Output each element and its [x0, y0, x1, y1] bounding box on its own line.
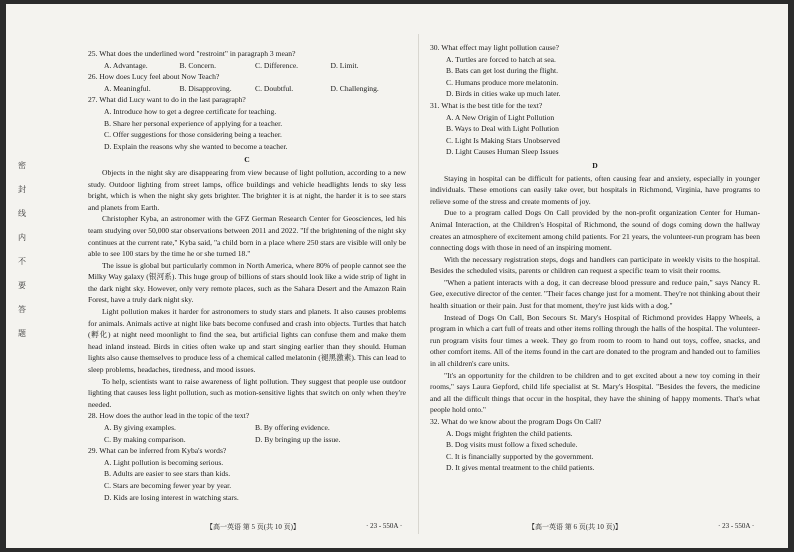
- passage-paragraph: "It's an opportunity for the children to be children and to get excited about a new toy coming in their rooms," says Laura Gepford, child life specialist at St. Mary's Hospital. "Besides the fevers, the medicine and all the difficult things that occur in the hospital, they have the shining of happy moments. That's what people hold onto.": [430, 370, 760, 415]
- option: D. Explain the reasons why she wanted to become a teacher.: [104, 141, 288, 151]
- section-heading: D: [592, 160, 598, 170]
- option: A. A New Origin of Light Pollution: [446, 112, 555, 122]
- question-options: [88, 422, 406, 434]
- binding-char: 要: [18, 281, 26, 290]
- option: D. Challenging.: [330, 83, 379, 93]
- option: A. Meaningful.: [104, 83, 151, 93]
- passage-paragraph: "When a patient interacts with a dog, it can decrease blood pressure and reduce pain," says Nancy R. Gee, executive director of the center. "Their faces change just for a moment. They're not thinking about their health situation or their pain. Just for that moment, they're just kids with a dog.": [430, 277, 760, 311]
- option: C. Humans produce more melatonin.: [446, 77, 559, 87]
- right-page: [430, 42, 760, 474]
- option: C. Stars are becoming fewer year by year.: [104, 480, 232, 490]
- question-stem: 31. What is the best title for the text?: [430, 100, 543, 110]
- exam-sheet: [6, 4, 788, 548]
- passage-paragraph: Objects in the night sky are disappearing from view because of light pollution, according to a new study. Outdoor lighting from street lamps, office buildings and vehicle headlights lends to sky less bright, which is when the night sky gets brighter. The brighter it is at night, the harder it is to see stars and planets from Earth.: [88, 167, 406, 212]
- option: A. Light pollution is becoming serious.: [104, 457, 224, 467]
- option: B. By offering evidence.: [255, 423, 330, 432]
- question-stem: 30. What effect may light pollution cause?: [430, 43, 559, 52]
- option: B. Ways to Deal with Light Pollution: [446, 124, 559, 134]
- question-stem: 26. How does Lucy feel about Now Teach?: [88, 72, 220, 82]
- question-options: [88, 60, 406, 72]
- option: A. Advantage.: [104, 60, 148, 70]
- option: D. Limit.: [330, 60, 359, 70]
- section-heading: C: [244, 155, 250, 165]
- binding-char: 密: [18, 161, 26, 170]
- passage-paragraph: To help, scientists want to raise awareness of light pollution. They suggest that people use outdoor lighting that causes less light pollution, such as motion-sensitive lights that switch on only when they're needed.: [88, 376, 406, 409]
- option: C. Offer suggestions for those considering being a teacher.: [104, 130, 282, 140]
- question-stem: 27. What did Lucy want to do in the last paragraph?: [88, 95, 246, 105]
- question-stem: 32. What do we know about the program Dogs On Call?: [430, 417, 602, 426]
- option: A. Introduce how to get a degree certificate for teaching.: [104, 106, 277, 116]
- passage-paragraph: Christopher Kyba, an astronomer with the GFZ German Research Center for Geosciences, led his team studying over 50,000 star observations between 2011 and 2022. "If the brightening of the night sky continues at the current rate," Kyba said, "a child born in a place where 250 stars are visible will only be able to see 100 stars by the time he or she turned 18.": [88, 214, 406, 259]
- option: C. By making comparison.: [104, 434, 186, 444]
- page-code: · 23 - 550A ·: [366, 522, 403, 530]
- question-options: [88, 83, 406, 95]
- passage-paragraph: Instead of Dogs On Call, Bon Secours St. Mary's Hospital of Richmond provides Happy Wheels, a program in which a cart full of treats and other items rolling through the halls of the hospital. The volunteer-run program visits four times a week. They go from room to room to hand out toys, coffee, snacks, and other comfort items. All of the items found in the cart are donated to the program and handed out to families in all children's care units.: [430, 312, 760, 369]
- option: B. Concern.: [179, 60, 216, 70]
- question-options: [88, 434, 406, 446]
- binding-char: 答: [18, 305, 26, 314]
- passage-paragraph: Due to a program called Dogs On Call provided by the non-profit organization Center for Human-Animal Interaction, at the Children's Hospital of Richmond, the sound of dogs coming down the hallway creates an atmosphere of excitement among child patients. For 21 years, the volunteer-run program has been connecting dogs with those in need of an inspiring moment.: [430, 208, 760, 253]
- option: A. Dogs might frighten the child patients.: [446, 428, 573, 438]
- binding-char: 封: [18, 185, 26, 194]
- option: A. By giving examples.: [104, 423, 176, 432]
- left-page: [88, 48, 406, 503]
- option: C. Doubtful.: [255, 83, 294, 93]
- page-code: · 23 - 550A ·: [718, 522, 755, 530]
- option: D. By bringing up the issue.: [255, 434, 341, 444]
- question-stem: 25. What does the underlined word "restroint" in paragraph 3 mean?: [88, 49, 296, 58]
- passage-paragraph: Light pollution makes it harder for astronomers to study stars and planets. It also causes problems for animals. Animals active at night like bats become confused and crash into objects. Turtles that hatch (孵化) at night need moonlight to find the sea, but artificial lights can confuse them and make them head inland instead. Birds in cities often wake up and start singing earlier than they should. Human lights also cause themselves to produce less of a chemical called melatonin (褪黑激素). This can lead to sleep problems, headaches, tiredness, and mood issues.: [88, 307, 406, 375]
- option: B. Adults are easier to see stars than kids.: [104, 469, 231, 479]
- page-footer: 【高一英语 第 5 页(共 10 页)】: [206, 523, 300, 531]
- option: B. Share her personal experience of applying for a teacher.: [104, 118, 283, 128]
- passage-paragraph: With the necessary registration steps, dogs and handlers can participate in weekly visits to the hospital. Besides the scheduled visits, parents or children can request a specific team to visit their rooms.: [430, 254, 760, 276]
- option: C. Light Is Making Stars Unobserved: [446, 135, 560, 145]
- question-stem: 29. What can be inferred from Kyba's words?: [88, 446, 227, 456]
- passage-paragraph: The issue is global but particularly common in North America, where 80% of people cannot see the Milky Way galaxy (银河系). This huge group of billions of stars should look like a wide strip of light in the dark night sky. However, only very remote places, such as the Sahara Desert and the Amazon Rain Forest, have a truly dark night sky.: [88, 260, 406, 305]
- option: D. Kids are losing interest in watching stars.: [104, 492, 239, 502]
- option: D. Birds in cities wake up much later.: [446, 89, 561, 99]
- option: A. Turtles are forced to hatch at sea.: [446, 54, 556, 64]
- binding-char: 内: [18, 233, 26, 242]
- option: C. Difference.: [255, 60, 299, 70]
- option: D. It gives mental treatment to the child patients.: [446, 463, 595, 473]
- option: B. Dog visits must follow a fixed schedule.: [446, 440, 578, 450]
- question-stem: 28. How does the author lead in the topic of the text?: [88, 411, 250, 421]
- page-footer: 【高一英语 第 6 页(共 10 页)】: [528, 523, 622, 531]
- passage-paragraph: Staying in hospital can be difficult for patients, often causing fear and anxiety, especially in younger individuals. These emotions can easily take over, but hospitals in Richmond, Virginia, have programs to relieve some of the stress and create moments of joy.: [430, 173, 760, 206]
- binding-char: 不: [18, 257, 26, 266]
- option: B. Disapproving.: [179, 83, 232, 93]
- binding-char: 线: [18, 209, 26, 218]
- option: D. Light Causes Human Sleep Issues: [446, 147, 559, 157]
- page-fold: [418, 34, 419, 534]
- binding-char: 题: [18, 329, 26, 338]
- option: B. Bats can get lost during the flight.: [446, 66, 558, 76]
- binding-margin: [14, 154, 30, 346]
- option: C. It is financially supported by the government.: [446, 451, 594, 461]
